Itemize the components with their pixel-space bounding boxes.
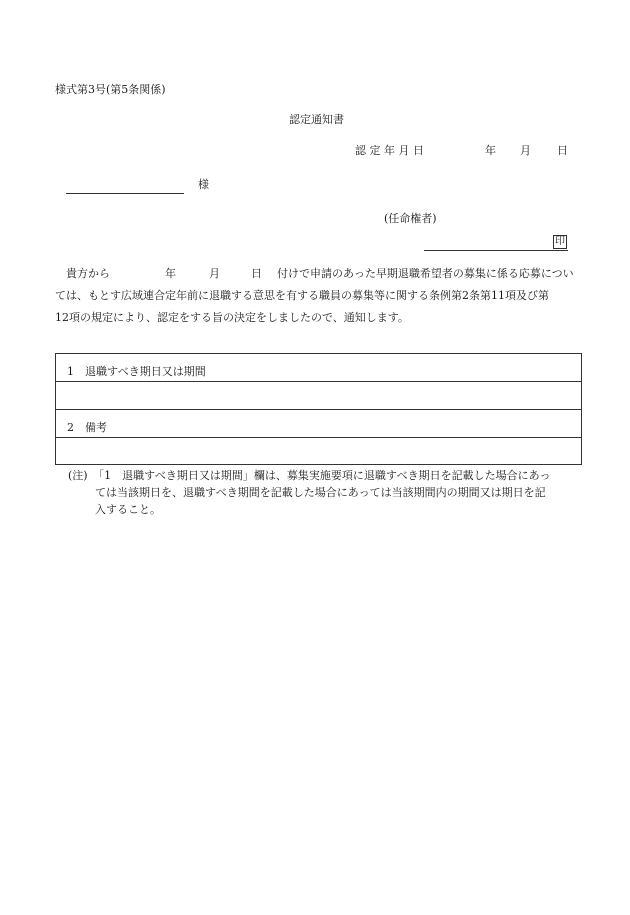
body-prefix: 貴方から xyxy=(66,267,110,280)
table-row xyxy=(56,410,581,438)
footnote-line-2: ては当該期日を、退職すべき期間を記載した場合にあっては当該期間内の期間又は期日を記 xyxy=(95,486,546,499)
body-line-1-text: 付けで申請のあった早期退職希望者の募集に係る応募につい xyxy=(277,267,574,280)
body-month-label: 月 xyxy=(209,267,220,280)
issuer-label: (任命権者) xyxy=(384,212,437,225)
date-day-label: 日 xyxy=(557,144,568,157)
body-year-label: 年 xyxy=(165,267,176,280)
approval-date-label: 認 定 年 月 日 xyxy=(355,144,424,157)
footnote xyxy=(68,467,588,518)
seal-mark: 印 xyxy=(555,236,565,247)
body-line-1 xyxy=(55,263,585,285)
remarks-heading: 2 備考 xyxy=(67,421,107,434)
footnote-line-3: 入すること。 xyxy=(95,503,161,516)
issuer-name-line xyxy=(424,250,568,251)
form-label: 様式第3号(第5条関係) xyxy=(55,83,166,96)
document-title: 認定通知書 xyxy=(289,113,344,126)
date-month-label: 月 xyxy=(520,144,531,157)
table-row xyxy=(56,438,581,464)
notification-body xyxy=(55,263,585,329)
retirement-date-heading: 1 退職すべき期日又は期間 xyxy=(67,365,206,378)
details-table xyxy=(55,353,582,465)
body-line-3: 12項の規定により、認定をする旨の決定をしましたので、通知します。 xyxy=(55,311,409,324)
table-row xyxy=(56,382,581,410)
date-year-label: 年 xyxy=(485,144,496,157)
body-day-label: 日 xyxy=(251,267,262,280)
body-line-2: ては、もとす広域連合定年前に退職する意思を有する職員の募集等に関する条例第2条第11項及び第 xyxy=(55,289,549,302)
table-row xyxy=(56,354,581,382)
addressee-honorific: 様 xyxy=(198,178,209,191)
addressee-name-line xyxy=(66,193,184,194)
footnote-line-1: (注) 「1 退職すべき期日又は期間」欄は、募集実施要項に退職すべき期日を記載した場合にあっ xyxy=(68,469,551,482)
